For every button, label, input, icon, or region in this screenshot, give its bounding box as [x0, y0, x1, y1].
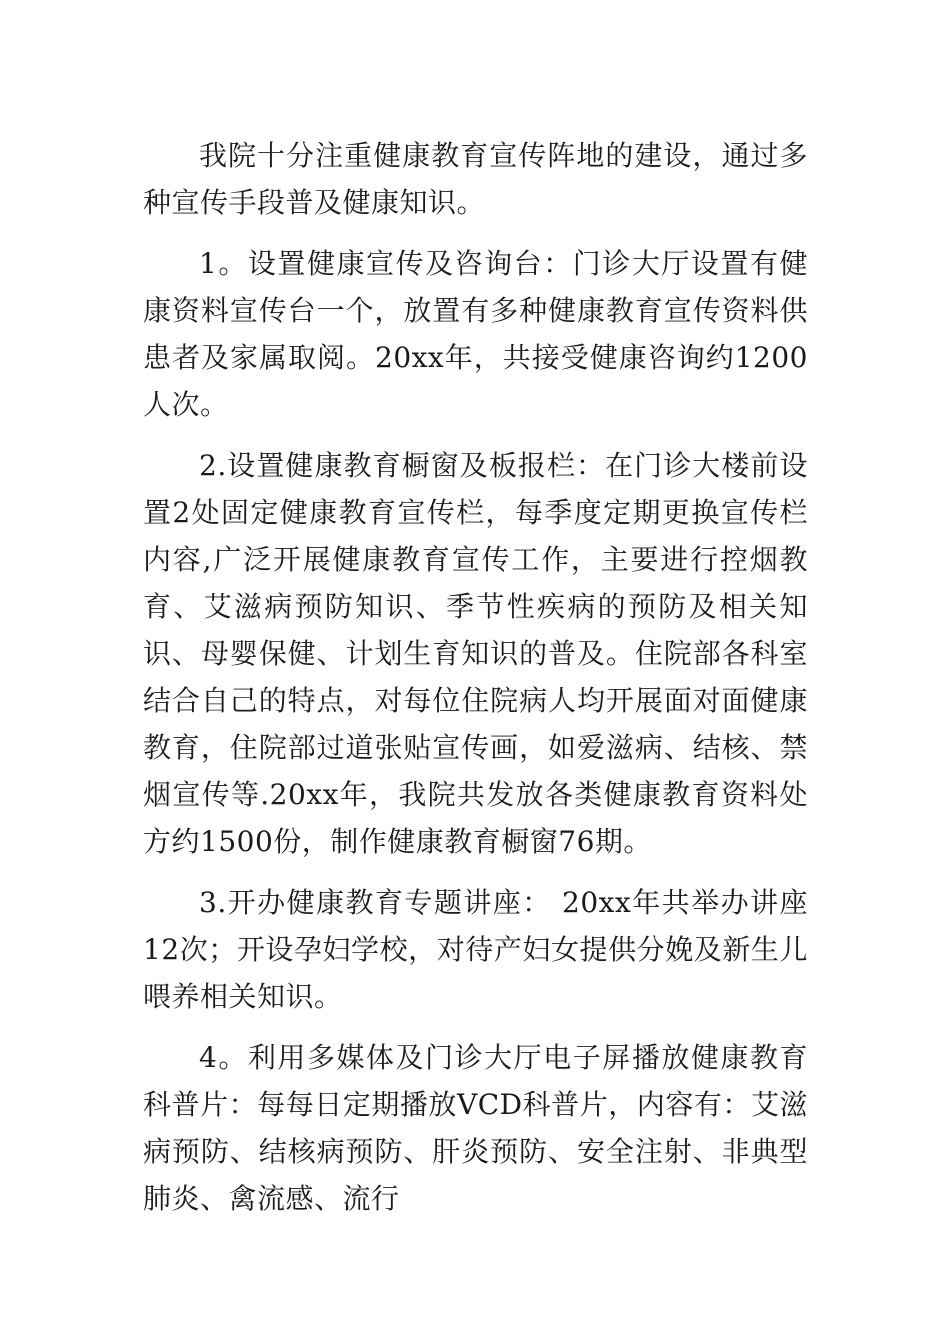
paragraph-item-4: 4。利用多媒体及门诊大厅电子屏播放健康教育科普片：每每日定期播放VCD科普片，内容有：艾滋病预防、结核病预防、肝炎预防、安全注射、非典型肺炎、禽流感、流行 [143, 1041, 808, 1215]
paragraph-item-3: 3.开办健康教育专题讲座： 20xx年共举办讲座12次；开设孕妇学校，对待产妇女提供分娩及新生儿喂养相关知识。 [143, 886, 808, 1013]
paragraph-item-1: 1。设置健康宣传及咨询台：门诊大厅设置有健康资料宣传台一个，放置有多种健康教育宣传资料供患者及家属取阅。20xx年，共接受健康咨询约1200人次。 [143, 247, 808, 421]
document-body [143, 132, 808, 1236]
paragraph-item-2: 2.设置健康教育橱窗及板报栏：在门诊大楼前设置2处固定健康教育宣传栏，每季度定期更换宣传栏内容,广泛开展健康教育宣传工作，主要进行控烟教育、艾滋病预防知识、季节性疾病的预防及相关知识、母婴保健、计划生育知识的普及。住院部各科室结合自己的特点，对每位住院病人均开展面对面健康教育，住院部过道张贴宣传画，如爱滋病、结核、禁烟宣传等.20xx年，我院共发放各类健康教育资料处方约1500份，制作健康教育橱窗76期。 [143, 449, 808, 858]
paragraph-intro: 我院十分注重健康教育宣传阵地的建设，通过多种宣传手段普及健康知识。 [143, 139, 808, 219]
